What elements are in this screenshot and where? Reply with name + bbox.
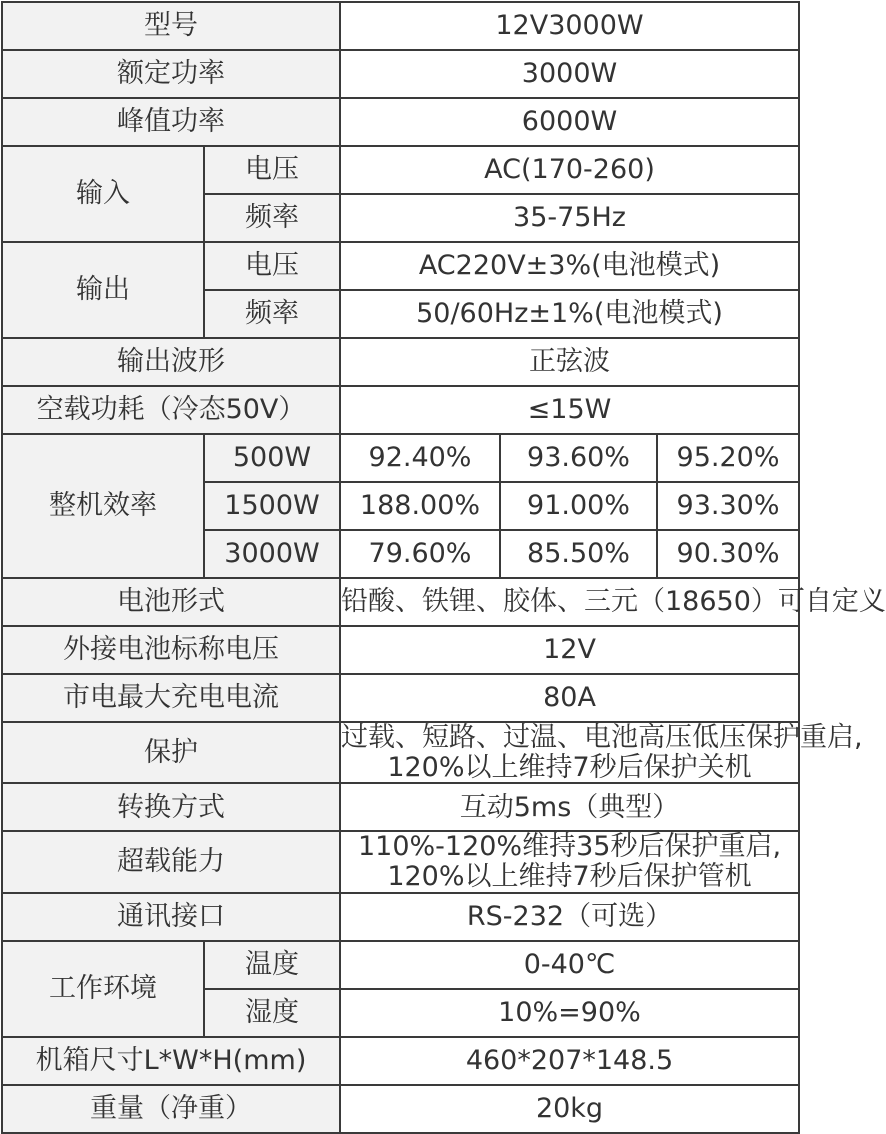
row-charge-current (2, 674, 799, 722)
efficiency-value: 188.00% (340, 482, 500, 530)
humidity-value: 10%=90% (340, 989, 799, 1037)
comm-label: 通讯接口 (2, 893, 340, 941)
battery-voltage-value: 12V (340, 626, 799, 674)
overload-line-1: 110%-120%维持35秒后保护重启, (357, 831, 782, 863)
output-frequency-value: 50/60Hz±1%(电池模式) (340, 290, 799, 338)
input-voltage-label: 电压 (204, 146, 340, 194)
efficiency-value: 92.40% (340, 434, 500, 482)
efficiency-value: 93.30% (657, 482, 799, 530)
output-frequency-label: 频率 (204, 290, 340, 338)
weight-value: 20kg (340, 1085, 799, 1133)
efficiency-load-1500: 1500W (204, 482, 340, 530)
humidity-label: 湿度 (204, 989, 340, 1037)
environment-label: 工作环境 (2, 941, 204, 1037)
waveform-value: 正弦波 (340, 338, 799, 386)
row-battery-voltage (2, 626, 799, 674)
dimensions-value: 460*207*148.5 (340, 1037, 799, 1085)
battery-type-label: 电池形式 (2, 578, 340, 626)
charge-current-value: 80A (340, 674, 799, 722)
row-env-temperature (2, 941, 799, 989)
row-output-voltage (2, 242, 799, 290)
temperature-value: 0-40℃ (340, 941, 799, 989)
protection-line-2: 120%以上维持7秒后保护关机 (387, 751, 752, 783)
model-value: 12V3000W (340, 2, 799, 50)
row-waveform (2, 338, 799, 386)
protection-value (340, 722, 863, 783)
spec-table (1, 1, 886, 1134)
row-weight (2, 1085, 799, 1133)
peak-power-label: 峰值功率 (2, 98, 340, 146)
temperature-label: 温度 (204, 941, 340, 989)
dimensions-label: 机箱尺寸L*W*H(mm) (2, 1037, 340, 1085)
battery-type-value: 铅酸、铁锂、胶体、三元（18650）可自定义 (340, 578, 799, 626)
no-load-label: 空载功耗（冷态50V） (2, 386, 340, 434)
weight-label: 重量（净重） (2, 1085, 340, 1133)
output-voltage-value: AC220V±3%(电池模式) (340, 242, 799, 290)
row-comm (2, 893, 799, 941)
efficiency-label: 整机效率 (2, 434, 204, 578)
rated-power-label: 额定功率 (2, 50, 340, 98)
transfer-value: 互动5ms（典型） (340, 783, 799, 831)
input-label: 输入 (2, 146, 204, 242)
row-battery-type (2, 578, 799, 626)
overload-line-2: 120%以上维持7秒后保护管机 (387, 861, 752, 893)
output-label: 输出 (2, 242, 204, 338)
row-overload (2, 831, 799, 892)
efficiency-load-3000: 3000W (204, 530, 340, 578)
overload-label: 超载能力 (2, 831, 340, 892)
row-efficiency-500 (2, 434, 799, 482)
rated-power-value: 3000W (340, 50, 799, 98)
row-dimensions (2, 1037, 799, 1085)
row-no-load (2, 386, 799, 434)
peak-power-value: 6000W (340, 98, 799, 146)
no-load-value: ≤15W (340, 386, 799, 434)
efficiency-value: 93.60% (500, 434, 657, 482)
efficiency-value: 90.30% (657, 530, 799, 578)
input-voltage-value: AC(170-260) (340, 146, 799, 194)
row-transfer (2, 783, 799, 831)
battery-voltage-label: 外接电池标称电压 (2, 626, 340, 674)
output-voltage-label: 电压 (204, 242, 340, 290)
overload-value (340, 831, 799, 892)
row-input-voltage (2, 146, 799, 194)
efficiency-value: 91.00% (500, 482, 657, 530)
efficiency-value: 79.60% (340, 530, 500, 578)
protection-line-1: 过载、短路、过温、电池高压低压保护重启, (341, 722, 863, 753)
transfer-label: 转换方式 (2, 783, 340, 831)
comm-value: RS-232（可选） (340, 893, 799, 941)
protection-label: 保护 (2, 722, 340, 783)
row-protection (2, 722, 799, 783)
efficiency-load-500: 500W (204, 434, 340, 482)
input-frequency-value: 35-75Hz (340, 194, 799, 242)
row-rated-power (2, 50, 799, 98)
model-label: 型号 (2, 2, 340, 50)
charge-current-label: 市电最大充电电流 (2, 674, 340, 722)
efficiency-value: 85.50% (500, 530, 657, 578)
efficiency-value: 95.20% (657, 434, 799, 482)
row-peak-power (2, 98, 799, 146)
input-frequency-label: 频率 (204, 194, 340, 242)
row-model (2, 2, 799, 50)
waveform-label: 输出波形 (2, 338, 340, 386)
